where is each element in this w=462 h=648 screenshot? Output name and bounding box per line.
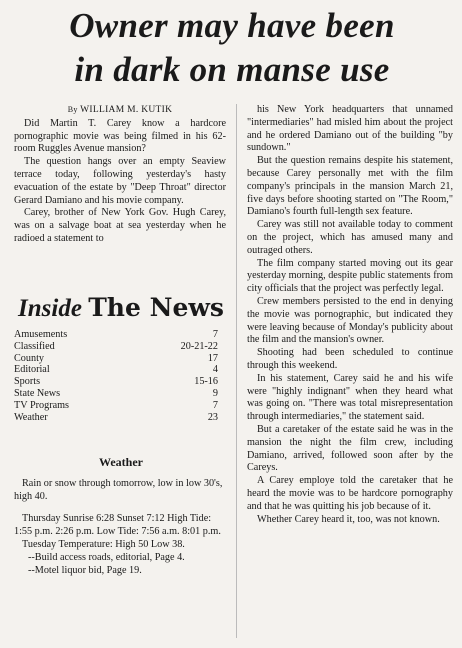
news-brief: --Build access roads, editorial, Page 4.: [28, 551, 185, 563]
index-label: Amusements: [14, 329, 68, 340]
headline: [6, 4, 458, 92]
story-column-left: [14, 104, 226, 246]
index-label: TV Programs: [14, 399, 69, 411]
byline: [14, 104, 226, 117]
index-page: 20-21-22: [180, 340, 218, 352]
index-title-the-news: The News: [88, 293, 224, 322]
inside-the-news-index: [14, 294, 228, 423]
index-label: County: [14, 352, 45, 364]
story-paragraph: But the question remains despite his statement, because Carey personally met with the film company's principals in the mansion March 21, five days before shooting started on "The Room," Damiano's fourth full-length sex feature.: [247, 155, 453, 218]
weather-box: [14, 456, 228, 577]
headline-line-1: Owner may have been: [69, 6, 395, 45]
index-label: Weather: [14, 411, 48, 423]
weather-tuesday: Tuesday Temperature: High 50 Low 38.: [22, 538, 185, 550]
story-paragraph: The question hangs over an empty Seaview terrace today, following yesterday's hasty evacuation of the estate by "Deep Throat" director Gerard Damiano and his movie company.: [14, 156, 226, 206]
story-paragraph: Shooting had been scheduled to continue through this weekend.: [247, 347, 453, 371]
index-row: [14, 412, 228, 424]
byline-prefix: By: [67, 105, 78, 114]
news-brief: --Motel liquor bid, Page 19.: [28, 564, 142, 576]
story-paragraph: Whether Carey heard it, too, was not known.: [257, 513, 440, 525]
story-paragraph: Crew members persisted to the end in denying the movie was pornographic, but indicated they were leaving because of Monday's publicity about the film and the mansion's owner.: [247, 295, 453, 346]
index-title: [14, 294, 228, 323]
story-paragraph: Carey was still not available today to comment on the project, which has amused many and outraged others.: [247, 219, 453, 256]
index-label: Sports: [14, 376, 41, 388]
byline-author: WILLIAM M. KUTIK: [80, 105, 173, 115]
index-row: [14, 341, 228, 353]
story-paragraph: his New York headquarters that unnamed "intermediaries" had misled him about the project and he ordered Damiano out of the building "by sundown.": [247, 104, 453, 154]
story-paragraph: But a caretaker of the estate said he was in the mansion the night the film crew, including Damiano, arrived, followed soon after by the Careys.: [247, 423, 453, 474]
story-paragraph: Did Martin T. Carey know a hardcore pornographic movie was being filmed in his 62-room Ruggles Avenue mansion?: [14, 117, 226, 155]
weather-title: Weather: [99, 455, 143, 469]
index-row: [14, 400, 228, 412]
index-row: [14, 364, 228, 376]
index-page: 17: [207, 352, 218, 364]
index-row: [14, 388, 228, 400]
index-label: Classified: [14, 340, 55, 352]
story-paragraph: A Carey employe told the caretaker that he heard the movie was to be hardcore pornography and that he was quitting his job because of it.: [247, 475, 453, 512]
index-page: 7: [212, 329, 218, 340]
index-page: 15-16: [194, 376, 218, 388]
column-divider: [236, 104, 237, 638]
index-label: State News: [14, 387, 61, 399]
index-label: Editorial: [14, 364, 50, 376]
index-title-inside: Inside: [18, 295, 82, 322]
index-row: [14, 329, 228, 341]
story-paragraph: Carey, brother of New York Gov. Hugh Carey, was on a salvage boat at sea yesterday when he radioed a statement to: [14, 207, 226, 244]
index-row: [14, 353, 228, 365]
headline-line-2: in dark on manse use: [74, 50, 390, 89]
story-paragraph: The film company started moving out its gear yesterday morning, despite public statements from city officials that the project was perfectly legal.: [247, 257, 453, 295]
index-page: 23: [207, 411, 218, 423]
index-page: 7: [212, 399, 218, 411]
weather-forecast: Rain or snow through tomorrow, low in low 30's, high 40.: [14, 477, 223, 502]
index-page: 4: [212, 364, 218, 376]
index-row: [14, 376, 228, 388]
weather-thursday: Thursday Sunrise 6:28 Sunset 7:12 High Tide: 1:55 p.m. 2:26 p.m. Low Tide: 7:56 a.m. 8:01 p.m.: [14, 513, 221, 538]
story-column-right: [247, 104, 453, 526]
index-page: 9: [212, 387, 218, 399]
story-paragraph: In his statement, Carey said he and his wife were "highly indignant" when they heard what was going on. "There was total misrepresentation through intermediaries," the statement said.: [247, 372, 453, 423]
